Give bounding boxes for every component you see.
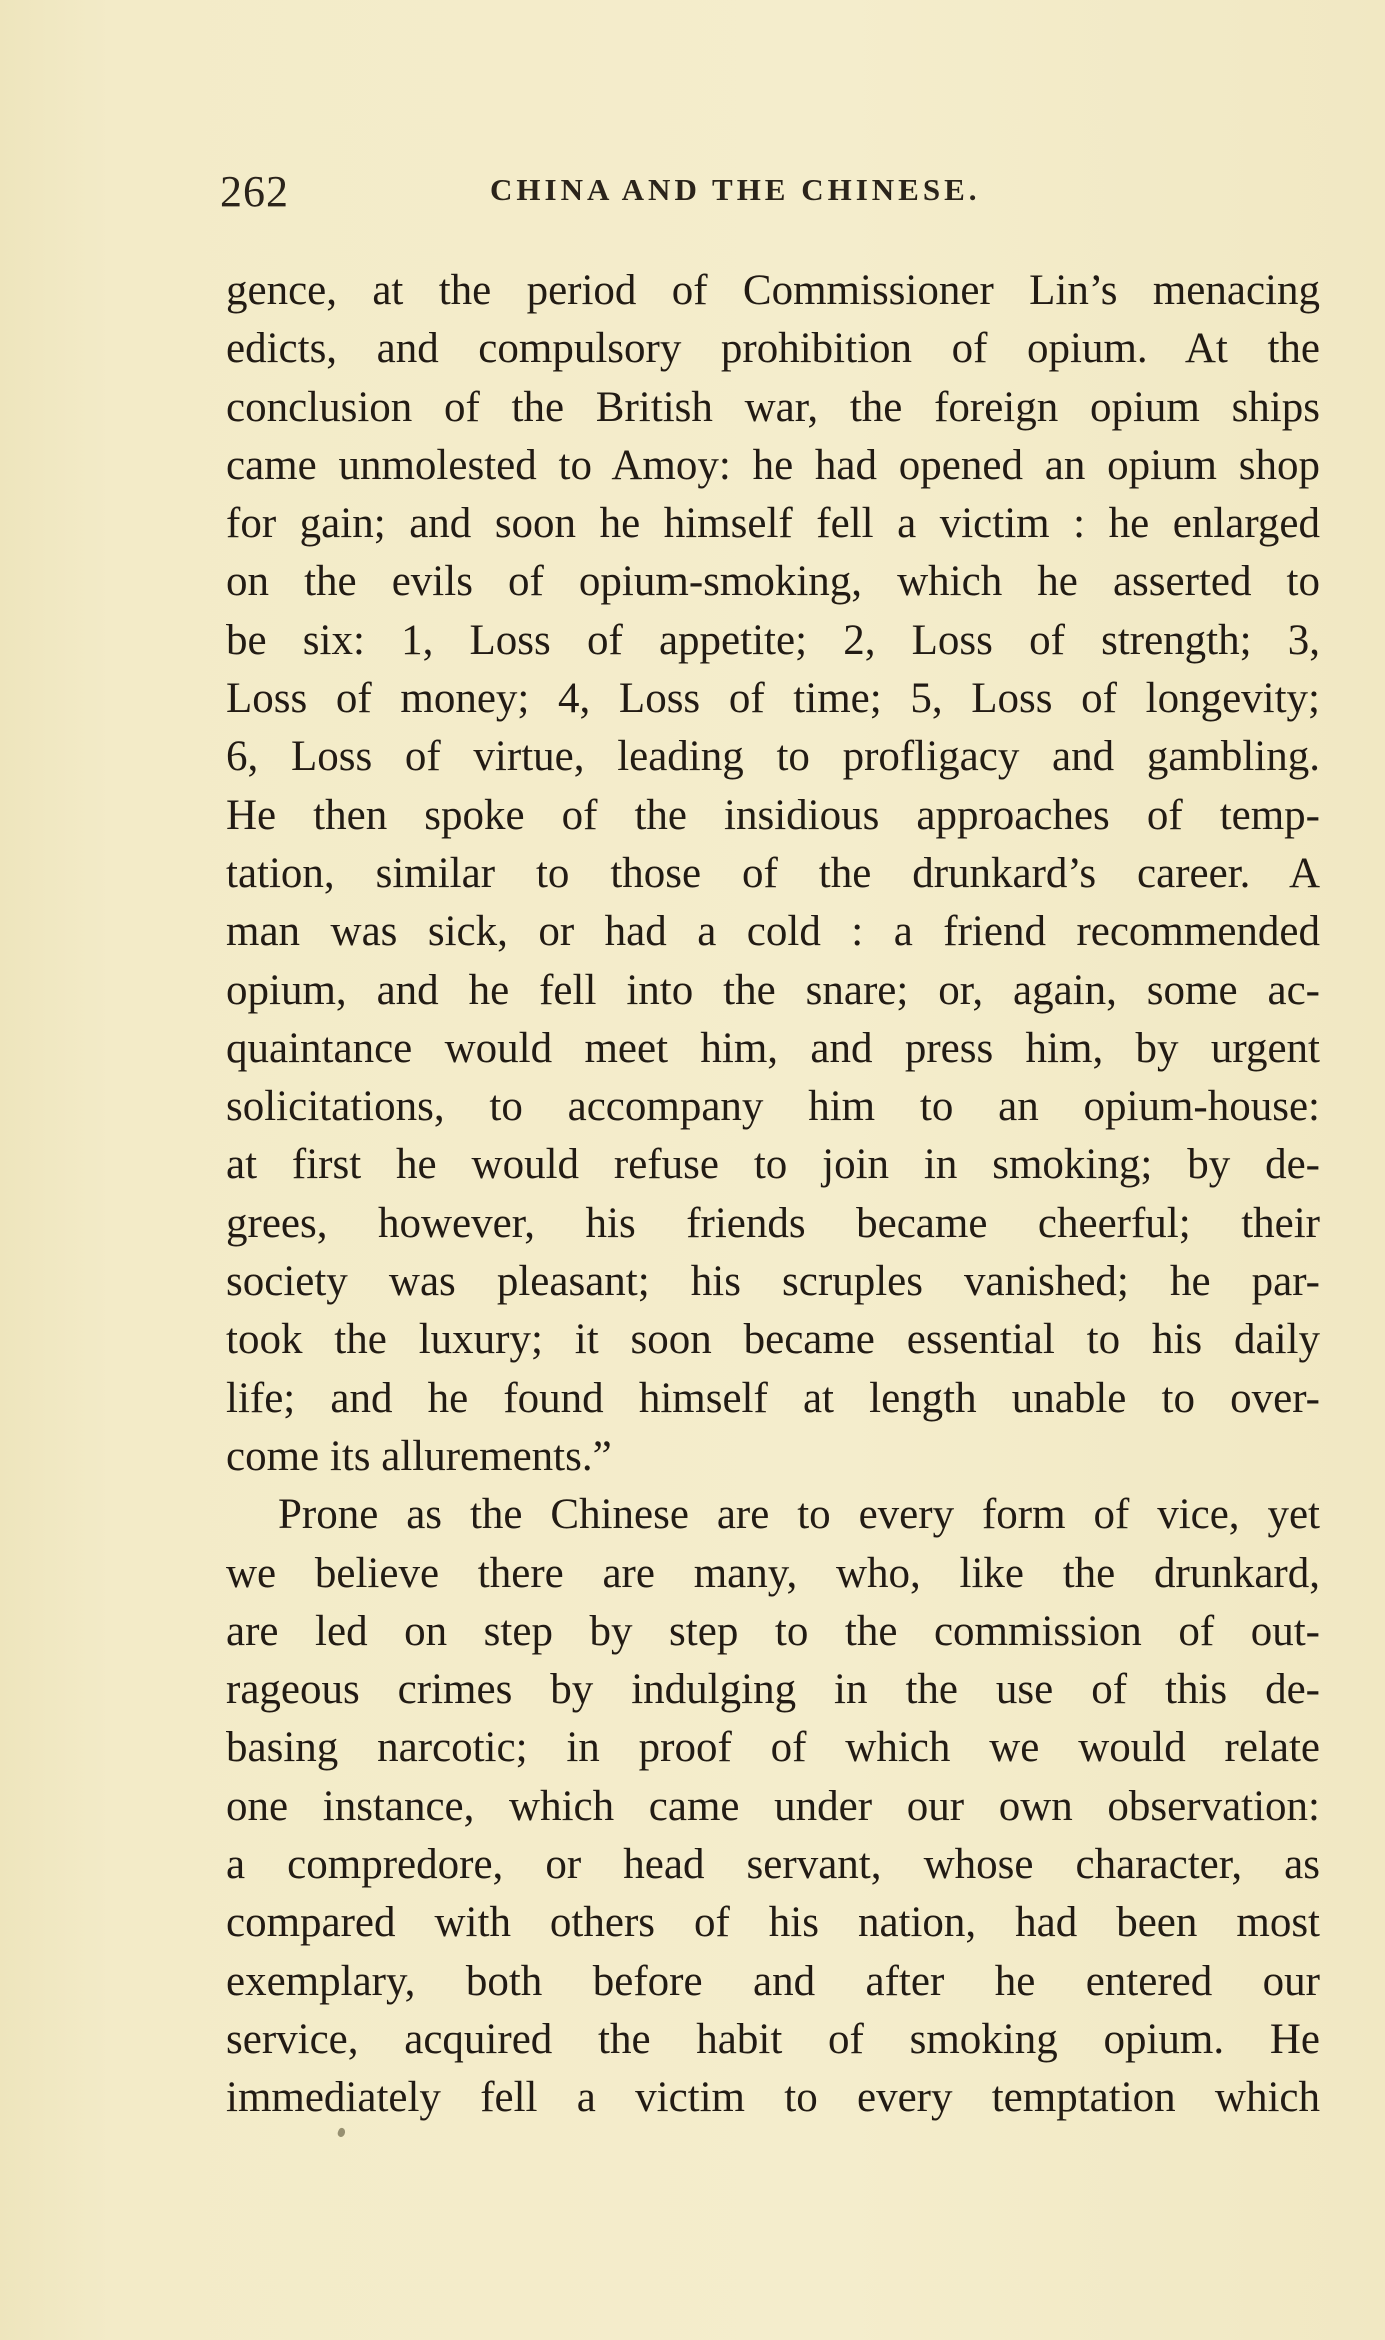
text-line: are led on step by step to the commission of out- <box>226 1607 1320 1655</box>
text-line: life; and he found himself at length unable to over- <box>226 1374 1320 1422</box>
paragraph-1 <box>226 262 1320 1486</box>
text-line: quaintance would meet him, and press him, by urgent <box>226 1024 1320 1072</box>
text-line: immediately fell a victim to every temptation which <box>226 2074 1320 2122</box>
page-header <box>220 166 1320 222</box>
text-line: society was pleasant; his scruples vanished; he par- <box>226 1258 1320 1306</box>
text-line: He then spoke of the insidious approaches of temp- <box>226 791 1320 839</box>
text-line: for gain; and soon he himself fell a victim : he enlarged <box>226 500 1320 548</box>
paragraph-2 <box>226 1486 1320 2127</box>
text-line: on the evils of opium-smoking, which he asserted to <box>226 558 1320 606</box>
text-line: we believe there are many, who, like the drunkard, <box>226 1549 1320 1597</box>
text-line: came unmolested to Amoy: he had opened an opium shop <box>226 441 1320 489</box>
text-line: solicitations, to accompany him to an opium-house: <box>226 1083 1320 1131</box>
page-number: 262 <box>220 167 289 216</box>
text-line: took the luxury; it soon became essential to his daily <box>226 1316 1320 1364</box>
text-line: rageous crimes by indulging in the use of this de- <box>226 1666 1320 1714</box>
body-text <box>226 262 1320 2128</box>
text-line: a compredore, or head servant, whose character, as <box>226 1841 1320 1889</box>
text-line: conclusion of the British war, the foreign opium ships <box>226 383 1320 431</box>
text-line: service, acquired the habit of smoking opium. He <box>226 2015 1320 2063</box>
text-line: edicts, and compulsory prohibition of opium. At the <box>226 325 1320 373</box>
text-line: come its allurements.” <box>226 1432 612 1480</box>
text-line: be six: 1, Loss of appetite; 2, Loss of strength; 3, <box>226 616 1320 664</box>
text-line: opium, and he fell into the snare; or, again, some ac- <box>226 966 1320 1014</box>
text-line: man was sick, or had a cold : a friend recommended <box>226 908 1320 956</box>
text-line: exemplary, both before and after he entered our <box>226 1957 1320 2005</box>
text-line: gence, at the period of Commissioner Lin’s menacing <box>226 267 1320 314</box>
text-line: at first he would refuse to join in smoking; by de- <box>226 1141 1320 1189</box>
text-line: basing narcotic; in proof of which we would relate <box>226 1724 1320 1772</box>
text-line: Loss of money; 4, Loss of time; 5, Loss of longevity; <box>226 675 1320 723</box>
text-line: compared with others of his nation, had been most <box>226 1899 1320 1947</box>
text-line: tation, similar to those of the drunkard’s career. A <box>226 849 1320 897</box>
text-line: 6, Loss of virtue, leading to profligacy and gambling. <box>226 733 1320 781</box>
text-line: Prone as the Chinese are to every form of vice, yet <box>278 1491 1320 1539</box>
ink-speck <box>336 2127 346 2138</box>
text-line: grees, however, his friends became cheerful; their <box>226 1199 1320 1247</box>
running-head: CHINA AND THE CHINESE. <box>490 172 981 207</box>
text-line: one instance, which came under our own observation: <box>226 1782 1320 1830</box>
